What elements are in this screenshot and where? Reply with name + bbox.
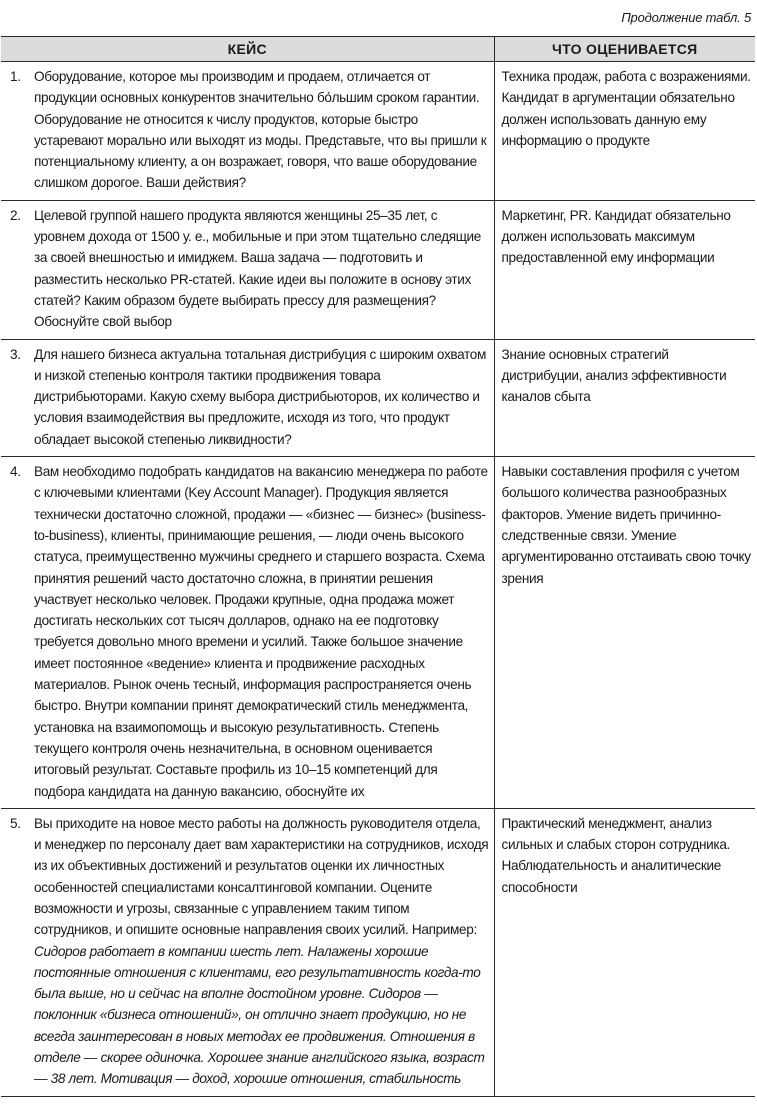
case-cell	[32, 808, 494, 1096]
table-row	[1, 808, 755, 1096]
evaluated-text: Знание основных стратегий дистрибуции, анализ эффективности каналов сбыта	[494, 339, 755, 456]
table-header-row	[1, 37, 755, 62]
table-row	[1, 339, 755, 456]
evaluated-text: Навыки составления профиля с учетом большого количества разнообразных факторов. Умение видеть причинно-следственные связи. Умение аргументированно отстаивать свою точку зрения	[494, 457, 755, 809]
cases-table	[1, 36, 755, 1097]
case-text: Вы приходите на новое место работы на должность руководителя отдела, и менеджер по персоналу дает вам характеристики на сотрудников, исходя из их объективных достижений и результатов оценки их личностных особенностей специалистами консалтинговой компании. Оцените возможности и угрозы, связанные с управлением таким типом сотрудников, и опишите основные направления своих усилий. Например:	[34, 815, 489, 938]
table-row	[1, 200, 755, 339]
case-text: Оборудование, которое мы производим и продаем, отличается от продукции основных конкурентов значительно бо́льшим сроком гарантии. Оборудование не относится к числу продуктов, которые быстро устаревают морально или выходят из моды. Представьте, что вы пришли к потенциальному клиенту, а он возражает, говоря, что ваше оборудование слишком дорогое. Ваши действия?	[32, 62, 494, 201]
case-text: Для нашего бизнеса актуальна тотальная дистрибуция с широким охватом и низкой степенью контроля тактики продвижения товара дистрибьюторами. Какую схему выбора дистрибьюторов, их количество и условия взаимодействия вы предложите, исходя из того, что продукт обладает высокой степенью ликвидности?	[32, 339, 494, 456]
table-row	[1, 457, 755, 809]
evaluated-text: Техника продаж, работа с возражениями. Кандидат в аргументации обязательно должен использовать данную ему информацию о продукте	[494, 62, 755, 201]
table-caption: Продолжение табл. 5	[621, 10, 751, 25]
row-number: 2.	[1, 200, 32, 339]
row-number: 1.	[1, 62, 32, 201]
case-text: Целевой группой нашего продукта являются женщины 25–35 лет, с уровнем дохода от 1500 у. е., мобильные и при этом тщательно следящие за своей внешностью и имиджем. Ваша задача — подготовить и разместить несколько PR-статей. Какие идеи вы положите в основу этих статей? Каким образом будете выбирать прессу для размещения? Обоснуйте свой выбор	[32, 200, 494, 339]
case-example-text: Сидоров работает в компании шесть лет. Налажены хорошие постоянные отношения с клиентами, его результативность когда-то была выше, но и сейчас на вполне достойном уровне. Сидоров — поклонник «бизнеса отношений», он отлично знает продукцию, но не всегда заинтересован в новых методах ее продвижения. Отношения в отделе — скорее одиночка. Хорошее знание английского языка, возраст — 38 лет. Мотивация — доход, хорошие отношения, стабильность	[34, 943, 485, 1087]
header-case: КЕЙС	[1, 37, 494, 62]
row-number: 4.	[1, 457, 32, 809]
row-number: 5.	[1, 808, 32, 1096]
header-evaluated: ЧТО ОЦЕНИВАЕТСЯ	[494, 37, 755, 62]
evaluated-text: Практический менеджмент, анализ сильных и слабых сторон сотрудника. Наблюдательность и аналитические способности	[494, 808, 755, 1096]
row-number: 3.	[1, 339, 32, 456]
evaluated-text: Маркетинг, PR. Кандидат обязательно должен использовать максимум предоставленной ему информации	[494, 200, 755, 339]
case-text: Вам необходимо подобрать кандидатов на вакансию менеджера по работе с ключевыми клиентами (Key Account Manager). Продукция является технически достаточно сложной, продажи — «бизнес — бизнес» (business-to-business), клиенты, принимающие решения, — люди очень высокого статуса, преимущественно мужчины среднего и старшего возраста. Схема принятия решений часто достаточно сложна, в принятии решения участвует несколько человек. Продажи крупные, одна продажа может достигать нескольких сот тысяч долларов, однако на ее подготовку требуется довольно много времени и усилий. Также большое значение имеет постоянное «ведение» клиента и продвижение расходных материалов. Рынок очень тесный, информация распространяется очень быстро. Внутри компании принят демократический стиль менеджмента, установка на взаимопомощь и высокую результативность. Степень текущего контроля очень незначительна, в основном оценивается итоговый результат. Составьте профиль из 10–15 компетенций для подбора кандидата на данную вакансию, обоснуйте их	[32, 457, 494, 809]
table-row	[1, 62, 755, 201]
